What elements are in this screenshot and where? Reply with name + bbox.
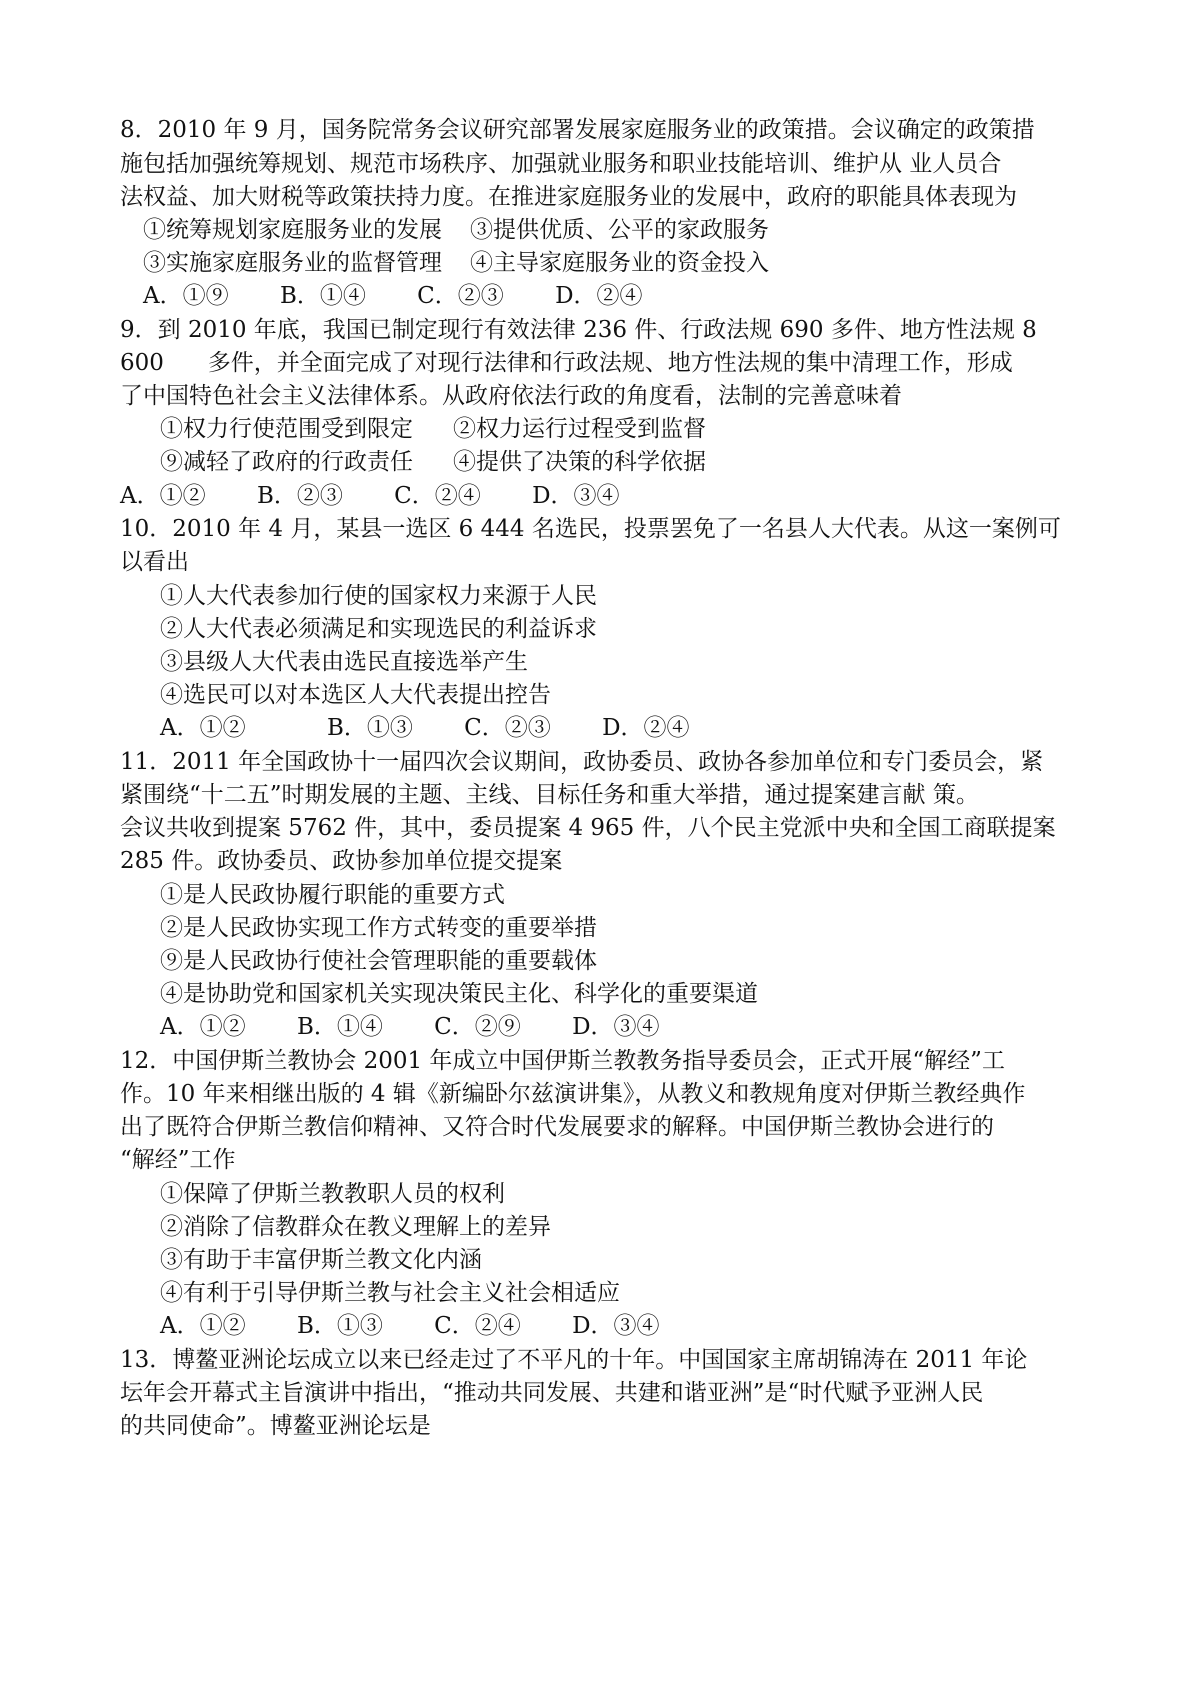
statement-4: ④选民可以对本选区人大代表提出控告	[160, 682, 551, 708]
question-stem-line: 的共同使命”。博鳌亚洲论坛是	[120, 1413, 431, 1439]
answer-options	[143, 281, 643, 311]
option-b: B．①④	[279, 283, 366, 309]
question-stem-line: 10．2010 年 4 月，某县一选区 6 444 名选民，投票罢免了一名县人大代表。从这一案例可	[120, 516, 1061, 542]
question-stem-line: 出了既符合伊斯兰教信仰精神、又符合时代发展要求的解释。中国伊斯兰教协会进行的	[120, 1114, 994, 1140]
statement-4: ④是协助党和国家机关实现决策民主化、科学化的重要渠道	[160, 981, 758, 1007]
question-stem-line: 了中国特色社会主义法律体系。从政府依法行政的角度看，法制的完善意味着	[120, 383, 902, 409]
statement-3: ③有助于丰富伊斯兰教文化内涵	[160, 1247, 482, 1273]
question-stem-line: 紧围绕“十二五”时期发展的主题、主线、目标任务和重大举措，通过提案建言献 策。	[120, 782, 979, 808]
statement-3: ⑨是人民政协行使社会管理职能的重要载体	[160, 948, 597, 974]
option-a: A．①②	[120, 483, 206, 509]
option-c: C．②⑨	[434, 1014, 521, 1040]
option-d: D．③④	[572, 1313, 660, 1339]
question-stem-line: 以看出	[120, 549, 189, 575]
question-stem-line: 12．中国伊斯兰教协会 2001 年成立中国伊斯兰教教务指导委员会，正式开展“解经”工	[120, 1048, 1005, 1074]
statement-3: ③县级人大代表由选民直接选举产生	[160, 649, 528, 675]
option-a: A．①⑨	[143, 283, 229, 309]
statement-1: ①统筹规划家庭服务业的发展	[143, 217, 442, 243]
option-b: B．①③	[296, 1313, 383, 1339]
option-a: A．①②	[160, 715, 246, 741]
option-b: B．②③	[256, 483, 343, 509]
option-d: D．②④	[602, 715, 690, 741]
option-c: C．②③	[417, 283, 504, 309]
option-d: D．②④	[555, 283, 643, 309]
statement-1: ①人大代表参加行使的国家权力来源于人民	[160, 583, 597, 609]
question-stem-line: 9．到 2010 年底，我国已制定现行有效法律 236 件、行政法规 690 多件、地方性法规 8	[120, 317, 1037, 343]
option-d: D．③④	[532, 483, 620, 509]
statement-1: ①保障了伊斯兰教教职人员的权利	[160, 1181, 505, 1207]
statement-4: ④主导家庭服务业的资金投入	[470, 250, 769, 276]
statement-2: ②是人民政协实现工作方式转变的重要举措	[160, 915, 597, 941]
option-a: A．①②	[160, 1014, 246, 1040]
option-c: C．②③	[464, 715, 551, 741]
option-b: B．①④	[296, 1014, 383, 1040]
statement-3: ⑨减轻了政府的行政责任	[160, 449, 413, 475]
question-stem-line: 285 件。政协委员、政协参加单位提交提案	[120, 848, 563, 874]
answer-options	[120, 481, 620, 511]
statement-2: ③提供优质、公平的家政服务	[470, 217, 769, 243]
answer-options	[160, 713, 690, 743]
statement-1: ①是人民政协履行职能的重要方式	[160, 882, 505, 908]
statement-3: ③实施家庭服务业的监督管理	[143, 250, 442, 276]
question-stem-line: 法权益、加大财税等政策扶持力度。在推进家庭服务业的发展中，政府的职能具体表现为	[120, 184, 1017, 210]
question-stem-line: 作。10 年来相继出版的 4 辑《新编卧尔兹演讲集》，从教义和教规角度对伊斯兰教经典作	[120, 1081, 1026, 1107]
question-stem-line: 会议共收到提案 5762 件，其中，委员提案 4 965 件，八个民主党派中央和全国工商联提案	[120, 815, 1056, 841]
answer-options	[160, 1012, 660, 1042]
question-stem-line: 11．2011 年全国政协十一届四次会议期间，政协委员、政协各参加单位和专门委员会，紧	[120, 749, 1044, 775]
question-stem-line: 600 多件，并全面完成了对现行法律和行政法规、地方性法规的集中清理工作，形成	[120, 350, 1013, 376]
question-stem-line: 施包括加强统筹规划、规范市场秩序、加强就业服务和职业技能培训、维护从 业人员合	[120, 151, 1002, 177]
statement-2: ②消除了信教群众在教义理解上的差异	[160, 1214, 551, 1240]
question-stem-line: 13．博鳌亚洲论坛成立以来已经走过了不平凡的十年。中国国家主席胡锦涛在 2011 年论	[120, 1347, 1028, 1373]
option-d: D．③④	[572, 1014, 660, 1040]
statement-2: ②权力运行过程受到监督	[453, 416, 706, 442]
statement-2: ②人大代表必须满足和实现选民的利益诉求	[160, 616, 597, 642]
option-b: B．①③	[326, 715, 413, 741]
question-stem-line: 8．2010 年 9 月，国务院常务会议研究部署发展家庭服务业的政策措。会议确定的政策措	[120, 117, 1035, 143]
question-stem-line: 坛年会开幕式主旨演讲中指出，“推动共同发展、共建和谐亚洲”是“时代赋予亚洲人民	[120, 1380, 984, 1406]
option-c: C．②④	[394, 483, 481, 509]
question-stem-line: “解经”工作	[120, 1147, 236, 1173]
statement-1: ①权力行使范围受到限定	[160, 416, 413, 442]
statement-4: ④提供了决策的科学依据	[453, 449, 706, 475]
option-a: A．①②	[160, 1313, 246, 1339]
statement-4: ④有利于引导伊斯兰教与社会主义社会相适应	[160, 1280, 620, 1306]
answer-options	[160, 1311, 660, 1341]
option-c: C．②④	[434, 1313, 521, 1339]
